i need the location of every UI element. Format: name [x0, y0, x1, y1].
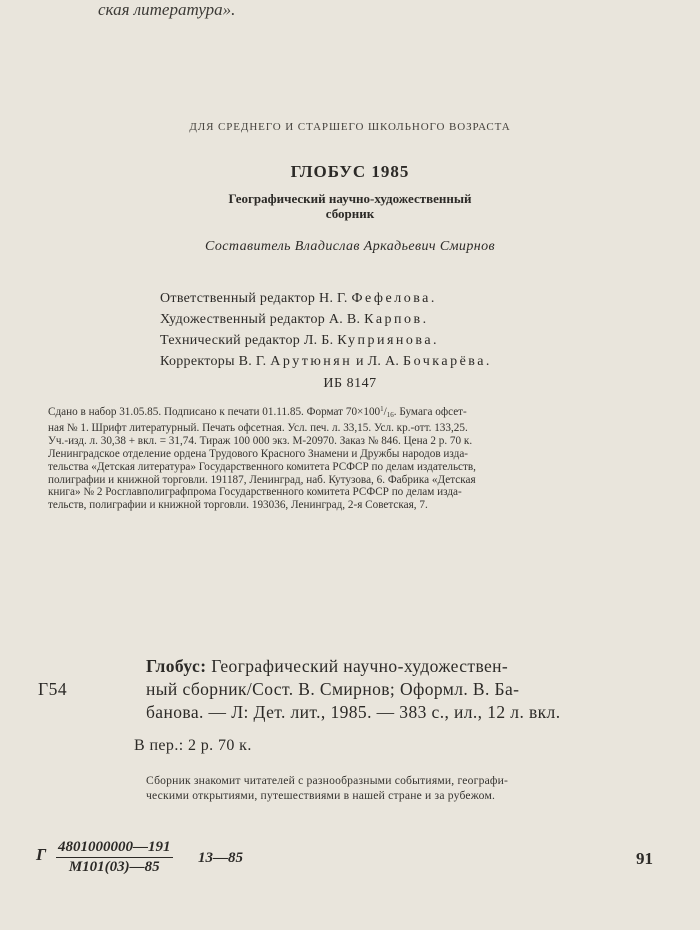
- credit-connector: и Л. А.: [356, 354, 400, 369]
- bib-line-1: Глобус: Географический научно-художествен-: [146, 656, 509, 676]
- bbk-fraction: [56, 838, 173, 877]
- credit-role: Ответственный редактор Н. Г.: [160, 291, 348, 306]
- credit-role: Технический редактор Л. Б.: [160, 333, 334, 348]
- annotation-line: ческими открытиями, путешествиями в нашей стране и за рубежом.: [146, 789, 496, 802]
- bib-line-3: банова. — Л: Дет. лит., 1985. — 383 с., ил., 12 л. вкл.: [146, 702, 561, 722]
- page-number: 91: [636, 849, 653, 868]
- credit-art-editor: [160, 309, 492, 330]
- bib-lead: Глобус:: [146, 656, 207, 676]
- credit-proofreaders: [160, 351, 492, 372]
- credit-name: Арутюнян: [270, 354, 353, 369]
- subtitle-line-1: Географический научно-художественный: [228, 191, 472, 206]
- previous-page-fragment: ская литература».: [98, 0, 236, 19]
- bbk-tail: 13—85: [198, 850, 243, 866]
- imprint-line: Уч.-изд. л. 30,38 + вкл. = 31,74. Тираж 100 000 экз. М-20970. Заказ № 846. Цена 2 р. 70 к.: [48, 434, 473, 447]
- credit-name: Фефелова.: [351, 291, 437, 306]
- credit-name: Куприянова.: [337, 333, 440, 348]
- book-subtitle: [0, 191, 700, 221]
- credit-role: Корректоры В. Г.: [160, 354, 267, 369]
- bbk-letter: Г: [36, 845, 47, 864]
- credit-name: Карпов.: [364, 312, 429, 327]
- credit-technical-editor: [160, 330, 492, 351]
- bibliographic-record: [146, 655, 560, 724]
- credit-name-2: Бочкарёва.: [403, 354, 492, 369]
- imprint-line: тельств, полиграфии и книжной торговли. 193036, Ленинград, 2-я Советская, 7.: [48, 499, 428, 512]
- imprint-line: тельства «Детская литература» Государственного комитета РСФСР по делам издательств,: [48, 460, 476, 473]
- bbk-denominator: М101(03)—85: [68, 859, 160, 875]
- price-line: В пер.: 2 р. 70 к.: [134, 737, 252, 754]
- imprint-line: полиграфии и книжной торговли. 191187, Ленинград, наб. Кутузова, 6. Фабрика «Детская: [48, 473, 476, 486]
- annotation: [146, 773, 508, 803]
- bib-line-2: ный сборник/Сост. В. Смирнов; Оформл. В. Ба-: [146, 679, 520, 699]
- imprint-line: ная № 1. Шрифт литературный. Печать офсетная. Усл. печ. л. 33,15. Усл. кр.-отт. 133,25.: [48, 421, 468, 434]
- compiler-line: Составитель Владислав Аркадьевич Смирнов: [205, 239, 495, 254]
- annotation-line: Сборник знакомит читателей с разнообразными событиями, географи-: [146, 774, 509, 787]
- editorial-credits: [160, 288, 492, 372]
- imprint-line: Ленинградское отделение ордена Трудового Красного Знамени и Дружбы народов изда-: [48, 447, 469, 460]
- book-title: ГЛОБУС 1985: [290, 162, 410, 181]
- call-code: Г54: [38, 679, 68, 699]
- imprint-line: Сдано в набор 31.05.85. Подписано к печати 01.11.85. Формат $70\times 100^1/_{16}$. Бумага офсет-: [48, 405, 467, 419]
- ib-number: ИБ 8147: [323, 376, 377, 391]
- credit-role: Художественный редактор А. В.: [160, 312, 361, 327]
- bbk-numerator: 4801000000—191: [56, 838, 173, 858]
- imprint-line: книга» № 2 Росглавполиграфпрома Государственного комитета РСФСР по делам изда-: [48, 486, 462, 499]
- credit-responsible-editor: [160, 288, 492, 309]
- age-group-label: ДЛЯ СРЕДНЕГО И СТАРШЕГО ШКОЛЬНОГО ВОЗРАСТА: [189, 121, 511, 133]
- subtitle-line-2: сборник: [325, 206, 375, 221]
- print-imprint: [48, 403, 638, 512]
